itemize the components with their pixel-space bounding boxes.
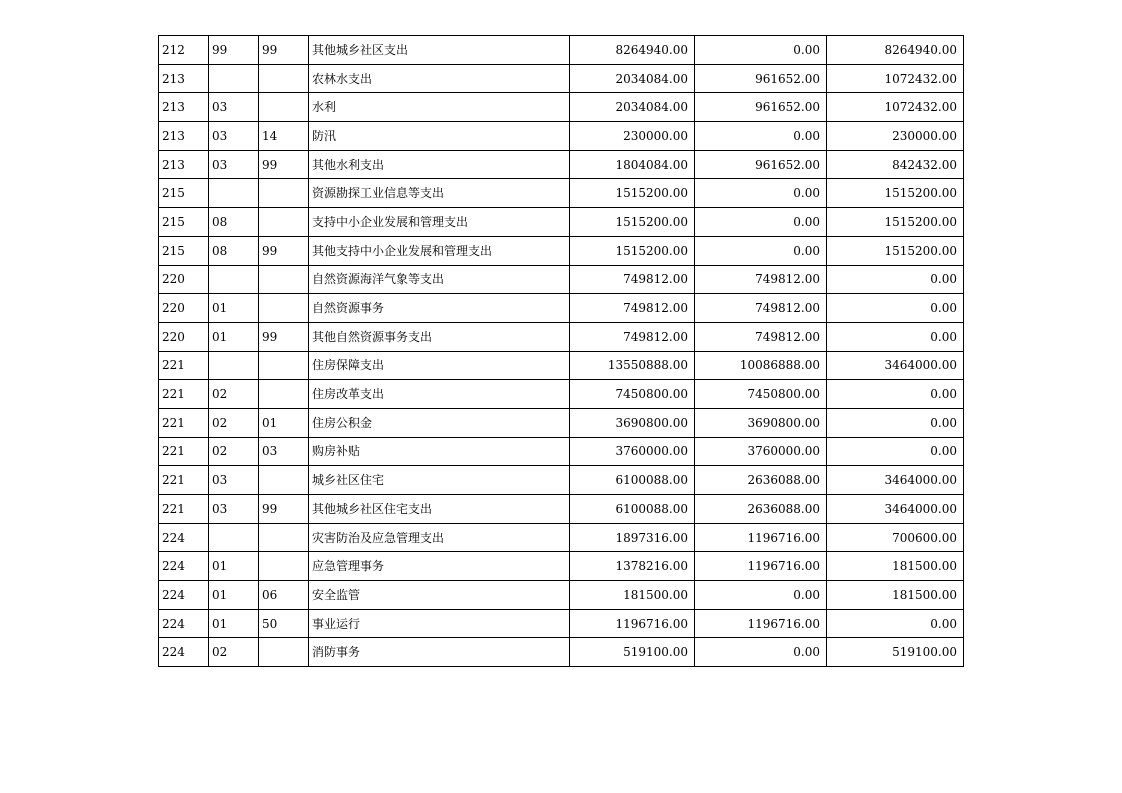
- project-expenditure-cell: 0.00: [827, 322, 964, 351]
- section-code-cell: [209, 265, 259, 294]
- section-code-cell: 01: [209, 294, 259, 323]
- project-expenditure-cell: 0.00: [827, 609, 964, 638]
- basic-expenditure-cell: 3760000.00: [695, 437, 827, 466]
- class-code-cell: 213: [159, 150, 209, 179]
- project-expenditure-cell: 0.00: [827, 408, 964, 437]
- total-amount-cell: 230000.00: [570, 122, 695, 151]
- item-code-cell: [259, 638, 309, 667]
- subject-name-cell: 住房改革支出: [309, 380, 570, 409]
- basic-expenditure-cell: 2636088.00: [695, 466, 827, 495]
- class-code-cell: 221: [159, 437, 209, 466]
- basic-expenditure-cell: 0.00: [695, 122, 827, 151]
- item-code-cell: [259, 466, 309, 495]
- class-code-cell: 224: [159, 581, 209, 610]
- item-code-cell: 99: [259, 150, 309, 179]
- section-code-cell: 08: [209, 208, 259, 237]
- table-row: [159, 638, 964, 667]
- project-expenditure-cell: 842432.00: [827, 150, 964, 179]
- project-expenditure-cell: 0.00: [827, 380, 964, 409]
- item-code-cell: [259, 93, 309, 122]
- section-code-cell: 02: [209, 437, 259, 466]
- section-code-cell: 01: [209, 609, 259, 638]
- class-code-cell: 221: [159, 466, 209, 495]
- item-code-cell: [259, 208, 309, 237]
- project-expenditure-cell: 230000.00: [827, 122, 964, 151]
- subject-name-cell: 消防事务: [309, 638, 570, 667]
- table-row: [159, 581, 964, 610]
- subject-name-cell: 安全监管: [309, 581, 570, 610]
- subject-name-cell: 城乡社区住宅: [309, 466, 570, 495]
- table-row: [159, 122, 964, 151]
- table-row: [159, 208, 964, 237]
- table-row: [159, 495, 964, 524]
- project-expenditure-cell: 1515200.00: [827, 236, 964, 265]
- total-amount-cell: 519100.00: [570, 638, 695, 667]
- basic-expenditure-cell: 7450800.00: [695, 380, 827, 409]
- project-expenditure-cell: 1515200.00: [827, 179, 964, 208]
- total-amount-cell: 1196716.00: [570, 609, 695, 638]
- table-row: [159, 466, 964, 495]
- subject-name-cell: 购房补贴: [309, 437, 570, 466]
- class-code-cell: 213: [159, 64, 209, 93]
- class-code-cell: 215: [159, 236, 209, 265]
- class-code-cell: 220: [159, 322, 209, 351]
- table-row: [159, 179, 964, 208]
- section-code-cell: [209, 64, 259, 93]
- item-code-cell: 99: [259, 322, 309, 351]
- item-code-cell: [259, 265, 309, 294]
- section-code-cell: 02: [209, 380, 259, 409]
- subject-name-cell: 灾害防治及应急管理支出: [309, 523, 570, 552]
- item-code-cell: [259, 64, 309, 93]
- item-code-cell: [259, 552, 309, 581]
- project-expenditure-cell: 8264940.00: [827, 36, 964, 65]
- class-code-cell: 215: [159, 208, 209, 237]
- project-expenditure-cell: 700600.00: [827, 523, 964, 552]
- section-code-cell: 02: [209, 408, 259, 437]
- basic-expenditure-cell: 0.00: [695, 208, 827, 237]
- subject-name-cell: 农林水支出: [309, 64, 570, 93]
- table-row: [159, 523, 964, 552]
- total-amount-cell: 2034084.00: [570, 64, 695, 93]
- item-code-cell: [259, 380, 309, 409]
- section-code-cell: 01: [209, 322, 259, 351]
- subject-name-cell: 其他自然资源事务支出: [309, 322, 570, 351]
- class-code-cell: 221: [159, 351, 209, 380]
- basic-expenditure-cell: 749812.00: [695, 294, 827, 323]
- table-row: [159, 64, 964, 93]
- table-body: [159, 36, 964, 667]
- item-code-cell: 99: [259, 495, 309, 524]
- project-expenditure-cell: 3464000.00: [827, 495, 964, 524]
- class-code-cell: 213: [159, 122, 209, 151]
- section-code-cell: 01: [209, 552, 259, 581]
- total-amount-cell: 749812.00: [570, 294, 695, 323]
- subject-name-cell: 自然资源事务: [309, 294, 570, 323]
- project-expenditure-cell: 0.00: [827, 294, 964, 323]
- total-amount-cell: 181500.00: [570, 581, 695, 610]
- item-code-cell: [259, 351, 309, 380]
- basic-expenditure-cell: 0.00: [695, 236, 827, 265]
- project-expenditure-cell: 1072432.00: [827, 64, 964, 93]
- subject-name-cell: 水利: [309, 93, 570, 122]
- total-amount-cell: 1897316.00: [570, 523, 695, 552]
- basic-expenditure-cell: 2636088.00: [695, 495, 827, 524]
- basic-expenditure-cell: 749812.00: [695, 322, 827, 351]
- basic-expenditure-cell: 1196716.00: [695, 523, 827, 552]
- subject-name-cell: 住房公积金: [309, 408, 570, 437]
- basic-expenditure-cell: 3690800.00: [695, 408, 827, 437]
- table-row: [159, 351, 964, 380]
- class-code-cell: 224: [159, 638, 209, 667]
- basic-expenditure-cell: 0.00: [695, 581, 827, 610]
- total-amount-cell: 3690800.00: [570, 408, 695, 437]
- basic-expenditure-cell: 0.00: [695, 179, 827, 208]
- table-row: [159, 93, 964, 122]
- table-row: [159, 552, 964, 581]
- total-amount-cell: 749812.00: [570, 322, 695, 351]
- class-code-cell: 221: [159, 408, 209, 437]
- class-code-cell: 224: [159, 552, 209, 581]
- table-row: [159, 380, 964, 409]
- project-expenditure-cell: 1072432.00: [827, 93, 964, 122]
- total-amount-cell: 6100088.00: [570, 495, 695, 524]
- subject-name-cell: 防汛: [309, 122, 570, 151]
- table-row: [159, 150, 964, 179]
- subject-name-cell: 应急管理事务: [309, 552, 570, 581]
- table-row: [159, 322, 964, 351]
- basic-expenditure-cell: 749812.00: [695, 265, 827, 294]
- item-code-cell: [259, 523, 309, 552]
- subject-name-cell: 住房保障支出: [309, 351, 570, 380]
- item-code-cell: 99: [259, 36, 309, 65]
- table-row: [159, 236, 964, 265]
- total-amount-cell: 13550888.00: [570, 351, 695, 380]
- subject-name-cell: 其他城乡社区住宅支出: [309, 495, 570, 524]
- class-code-cell: 220: [159, 265, 209, 294]
- subject-name-cell: 其他支持中小企业发展和管理支出: [309, 236, 570, 265]
- subject-name-cell: 资源勘探工业信息等支出: [309, 179, 570, 208]
- subject-name-cell: 自然资源海洋气象等支出: [309, 265, 570, 294]
- project-expenditure-cell: 1515200.00: [827, 208, 964, 237]
- project-expenditure-cell: 0.00: [827, 265, 964, 294]
- basic-expenditure-cell: 1196716.00: [695, 552, 827, 581]
- project-expenditure-cell: 519100.00: [827, 638, 964, 667]
- section-code-cell: 99: [209, 36, 259, 65]
- basic-expenditure-cell: 0.00: [695, 638, 827, 667]
- class-code-cell: 212: [159, 36, 209, 65]
- project-expenditure-cell: 3464000.00: [827, 351, 964, 380]
- class-code-cell: 213: [159, 93, 209, 122]
- class-code-cell: 221: [159, 380, 209, 409]
- basic-expenditure-cell: 961652.00: [695, 64, 827, 93]
- total-amount-cell: 1515200.00: [570, 236, 695, 265]
- section-code-cell: 02: [209, 638, 259, 667]
- item-code-cell: 50: [259, 609, 309, 638]
- item-code-cell: [259, 294, 309, 323]
- section-code-cell: 03: [209, 122, 259, 151]
- section-code-cell: [209, 179, 259, 208]
- item-code-cell: 06: [259, 581, 309, 610]
- subject-name-cell: 其他水利支出: [309, 150, 570, 179]
- expenditure-table: [158, 35, 964, 667]
- section-code-cell: 01: [209, 581, 259, 610]
- table-row: [159, 408, 964, 437]
- section-code-cell: 03: [209, 495, 259, 524]
- total-amount-cell: 6100088.00: [570, 466, 695, 495]
- table-row: [159, 36, 964, 65]
- total-amount-cell: 1378216.00: [570, 552, 695, 581]
- class-code-cell: 221: [159, 495, 209, 524]
- total-amount-cell: 1804084.00: [570, 150, 695, 179]
- project-expenditure-cell: 181500.00: [827, 581, 964, 610]
- project-expenditure-cell: 3464000.00: [827, 466, 964, 495]
- section-code-cell: 03: [209, 150, 259, 179]
- total-amount-cell: 3760000.00: [570, 437, 695, 466]
- total-amount-cell: 749812.00: [570, 265, 695, 294]
- basic-expenditure-cell: 10086888.00: [695, 351, 827, 380]
- total-amount-cell: 7450800.00: [570, 380, 695, 409]
- item-code-cell: 01: [259, 408, 309, 437]
- subject-name-cell: 其他城乡社区支出: [309, 36, 570, 65]
- item-code-cell: 99: [259, 236, 309, 265]
- table-row: [159, 265, 964, 294]
- item-code-cell: [259, 179, 309, 208]
- item-code-cell: 03: [259, 437, 309, 466]
- class-code-cell: 220: [159, 294, 209, 323]
- project-expenditure-cell: 0.00: [827, 437, 964, 466]
- basic-expenditure-cell: 1196716.00: [695, 609, 827, 638]
- class-code-cell: 224: [159, 609, 209, 638]
- class-code-cell: 215: [159, 179, 209, 208]
- basic-expenditure-cell: 961652.00: [695, 93, 827, 122]
- basic-expenditure-cell: 0.00: [695, 36, 827, 65]
- section-code-cell: 03: [209, 466, 259, 495]
- total-amount-cell: 1515200.00: [570, 179, 695, 208]
- total-amount-cell: 8264940.00: [570, 36, 695, 65]
- table-row: [159, 609, 964, 638]
- class-code-cell: 224: [159, 523, 209, 552]
- total-amount-cell: 1515200.00: [570, 208, 695, 237]
- subject-name-cell: 支持中小企业发展和管理支出: [309, 208, 570, 237]
- total-amount-cell: 2034084.00: [570, 93, 695, 122]
- section-code-cell: [209, 523, 259, 552]
- section-code-cell: 08: [209, 236, 259, 265]
- table-row: [159, 437, 964, 466]
- table-row: [159, 294, 964, 323]
- section-code-cell: [209, 351, 259, 380]
- basic-expenditure-cell: 961652.00: [695, 150, 827, 179]
- project-expenditure-cell: 181500.00: [827, 552, 964, 581]
- item-code-cell: 14: [259, 122, 309, 151]
- subject-name-cell: 事业运行: [309, 609, 570, 638]
- section-code-cell: 03: [209, 93, 259, 122]
